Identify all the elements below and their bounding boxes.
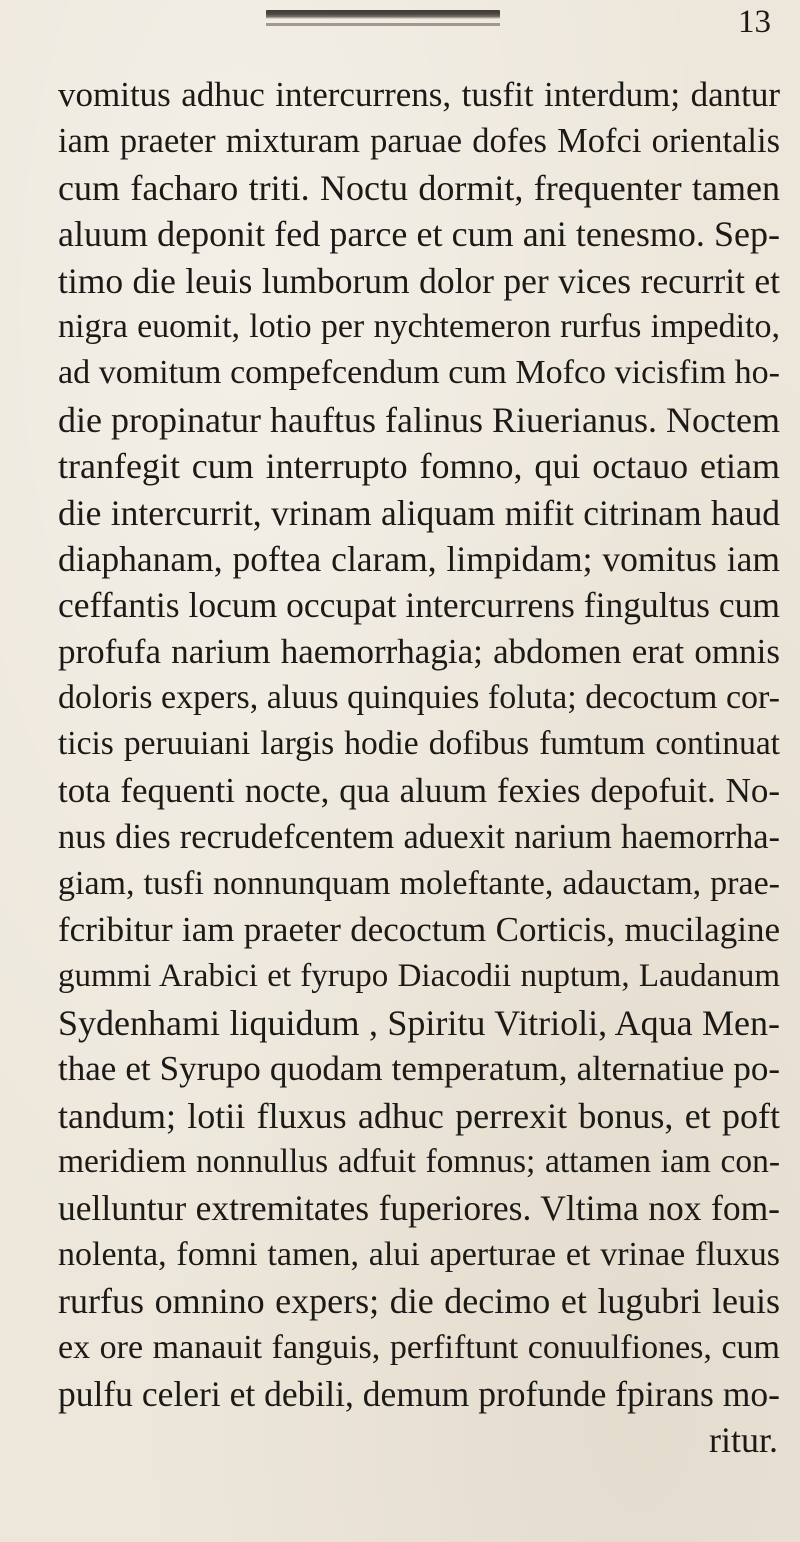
text-line: ceffantis locum occupat intercurrens fingultus cum: [58, 585, 780, 626]
text-line: die intercurrit, vrinam aliquam mifit citrinam haud: [58, 492, 780, 533]
text-line: gummi Arabici et fyrupo Diacodii nuptum, Laudanum: [58, 958, 780, 995]
text-line: aluum deponit fed parce et cum ani tenesmo. Sep-: [58, 214, 780, 255]
text-line: tota fequenti nocte, qua aluum fexies depofuit. No-: [58, 770, 780, 810]
text-line: ticis peruuiani largis hodie dofibus fumtum continuat: [58, 725, 780, 763]
text-line: thae et Syrupo quodam temperatum, alternatiue po-: [58, 1049, 780, 1089]
text-line: tranfegit cum interrupto fomno, qui octauo etiam: [58, 446, 780, 487]
text-line: ad vomitum compefcendum cum Mofco vicisfim ho-: [58, 354, 780, 392]
text-line: meridiem nonnullus adfuit fomnus; attamen iam con-: [58, 1142, 780, 1180]
text-line: doloris expers, aluus quinquies foluta; decoctum cor-: [58, 679, 780, 717]
text-line: fcribitur iam praeter decoctum Corticis, mucilagine: [58, 910, 780, 950]
text-line: rurfus omnino expers; die decimo et lugubri leuis: [58, 1281, 780, 1322]
page-number: 13: [738, 4, 771, 40]
text-line: tandum; lotii fluxus adhuc perrexit bonus, et poft: [58, 1095, 780, 1136]
text-line: diaphanam, poftea claram, limpidam; vomitus iam: [58, 538, 780, 579]
text-line: nolenta, fomni tamen, alui aperturae et vrinae fluxus: [58, 1235, 780, 1273]
text-line: giam, tusfi nonnunquam moleftante, adauctam, prae-: [58, 864, 780, 902]
text-line: pulfu celeri et debili, demum profunde fpirans mo-: [58, 1373, 780, 1414]
text-line: uelluntur extremitates fuperiores. Vltima nox fom-: [58, 1188, 780, 1229]
body-text: [58, 72, 780, 1464]
text-line: iam praeter mixturam paruae dofes Mofci orientalis: [58, 122, 780, 161]
text-line: die propinatur hauftus falinus Riuerianus. Noctem: [58, 399, 780, 440]
text-line: profufa narium haemorrhagia; abdomen erat omnis: [58, 631, 780, 671]
text-line: Sydenhami liquidum , Spiritu Vitrioli, Aqua Men-: [58, 1002, 780, 1043]
text-line-final: ritur.: [709, 1420, 778, 1461]
text-line: ex ore manauit fanguis, perfiftunt conuulfiones, cum: [58, 1328, 780, 1366]
header-ornament-rule: [266, 10, 500, 19]
header-ornament-underline: [266, 23, 500, 26]
text-line: nus dies recrudefcentem aduexit narium haemorrha-: [58, 818, 780, 857]
text-line: vomitus adhuc intercurrens, tusfit interdum; dantur: [58, 75, 780, 114]
text-line: timo die leuis lumborum dolor per vices recurrit et: [58, 260, 780, 301]
text-line: nigra euomit, lotio per nychtemeron rurfus impedito,: [58, 307, 780, 345]
text-line: cum facharo triti. Noctu dormit, frequenter tamen: [58, 167, 780, 208]
